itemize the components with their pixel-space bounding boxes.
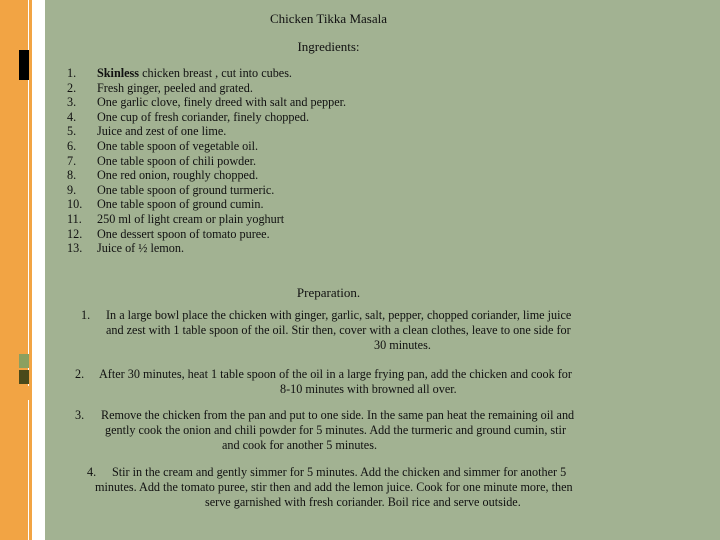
preparation-step-2: [45, 367, 720, 397]
recipe-document: [45, 0, 720, 540]
step-line: 4. Stir in the cream and gently simmer for 5 minutes. Add the chicken and simmer for another 5: [87, 465, 567, 479]
step-line: and cook for another 5 minutes.: [222, 438, 378, 452]
step-line: 8-10 minutes with browned all over.: [280, 382, 457, 396]
left-accent-divider: [28, 0, 29, 540]
step-line: and zest with 1 table spoon of the oil. Stir then, cover with a clean clothes, leave to one side for: [106, 323, 571, 337]
preparation-step-4: [45, 465, 720, 510]
ingredient-item: 2. Fresh ginger, peeled and grated.: [67, 80, 253, 95]
ingredient-item: 3. One garlic clove, finely dreed with salt and pepper.: [67, 95, 347, 110]
ingredient-item: 6. One table spoon of vegetable oil.: [67, 138, 259, 153]
slide-marker-green: [19, 354, 29, 368]
ingredients-heading: Ingredients:: [297, 39, 360, 54]
ingredient-item: 9. One table spoon of ground turmeric.: [67, 182, 275, 197]
preparation-step-1: [45, 308, 720, 353]
step-line: minutes. Add the tomato puree, stir then and add the lemon juice. Cook for one minute more, then: [95, 480, 573, 494]
step-line: 1. In a large bowl place the chicken with ginger, garlic, salt, pepper, chopped coriander, lime juice: [81, 308, 572, 322]
step-line: gently cook the onion and chili powder for 5 minutes. Add the turmeric and ground cumin, stir: [105, 423, 566, 437]
step-number: 4.: [87, 465, 97, 479]
ingredient-item: 8. One red onion, roughly chopped.: [67, 168, 259, 183]
ingredient-item: 11. 250 ml of light cream or plain yoghurt: [67, 211, 285, 226]
ingredient-item: 5. Juice and zest of one lime.: [67, 124, 227, 139]
ingredients-list: [67, 66, 346, 256]
preparation-heading: Preparation.: [296, 285, 361, 300]
step-line: 2. After 30 minutes, heat 1 table spoon of the oil in a large frying pan, add the chicken and cook for: [75, 367, 572, 381]
step-line: 30 minutes.: [374, 338, 431, 352]
step-number: 2.: [75, 367, 85, 381]
slide-marker-dark: [19, 370, 29, 384]
ingredient-item: 10. One table spoon of ground cumin.: [67, 197, 264, 212]
step-number: 1.: [81, 308, 91, 322]
ingredient-item: 1. Skinless chicken breast , cut into cubes.: [67, 66, 292, 80]
recipe-title: Chicken Tikka Masala: [270, 11, 387, 26]
ingredient-item: 7. One table spoon of chili powder.: [67, 153, 257, 168]
ingredient-item: 4. One cup of fresh coriander, finely chopped.: [67, 109, 310, 124]
step-number: 3.: [75, 408, 85, 422]
slide-marker-orange: [19, 386, 29, 400]
ingredient-item: 13. Juice of ½ lemon.: [67, 241, 184, 256]
ingredient-item: 12. One dessert spoon of tomato puree.: [67, 226, 270, 241]
preparation-step-3: [45, 408, 720, 453]
step-line: serve garnished with fresh coriander. Boil rice and serve outside.: [205, 495, 521, 509]
step-line: 3. Remove the chicken from the pan and put to one side. In the same pan heat the remaining oil and: [75, 408, 575, 422]
